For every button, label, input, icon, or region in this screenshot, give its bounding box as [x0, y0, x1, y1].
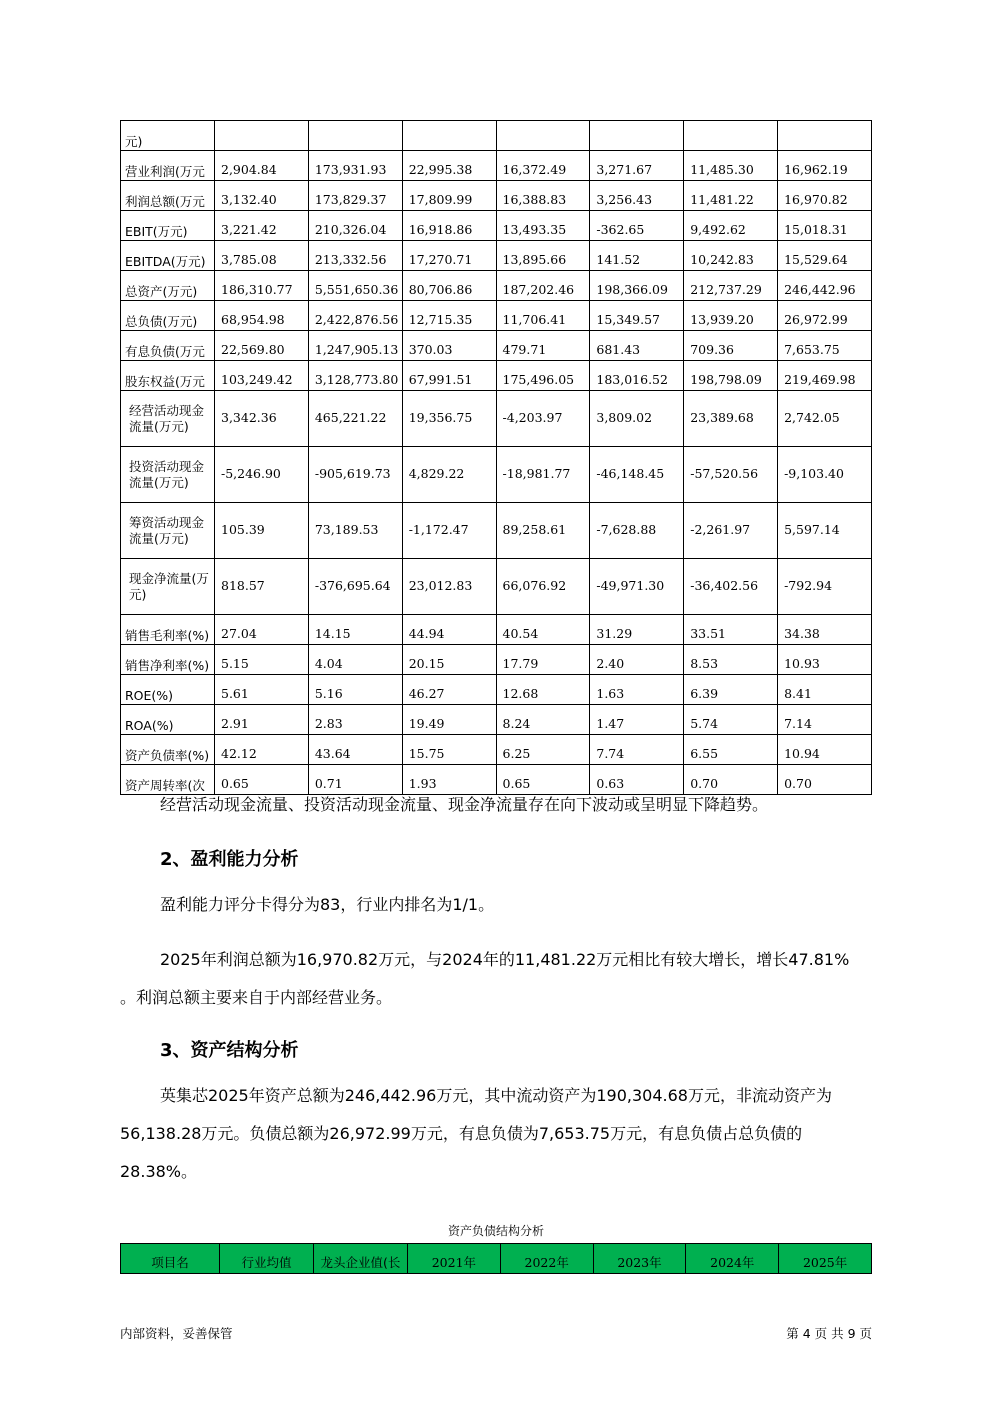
value-cell: 46.27 — [402, 675, 496, 705]
value-cell: 198,798.09 — [684, 361, 778, 391]
value-cell: 4,829.22 — [402, 447, 496, 503]
value-cell: 8.53 — [684, 645, 778, 675]
value-cell: -57,520.56 — [684, 447, 778, 503]
value-cell: 20.15 — [402, 645, 496, 675]
value-cell: 16,962.19 — [778, 151, 872, 181]
value-cell: 3,785.08 — [215, 241, 309, 271]
row-label: EBIT(万元) — [121, 211, 215, 241]
value-cell: 43.64 — [308, 735, 402, 765]
value-cell: 16,388.83 — [496, 181, 590, 211]
profit-detail-line-1: 2025年利润总额为16,970.82万元，与2024年的11,481.22万元相比有较大增长，增长47.81% — [160, 950, 850, 969]
value-cell: 19,356.75 — [402, 391, 496, 447]
value-cell: 11,706.41 — [496, 301, 590, 331]
value-cell: 219,469.98 — [778, 361, 872, 391]
value-cell: 15,018.31 — [778, 211, 872, 241]
footer-confidential: 内部资料，妥善保管 — [120, 1326, 233, 1341]
value-cell: -7,628.88 — [590, 503, 684, 559]
value-cell: -2,261.97 — [684, 503, 778, 559]
cashflow-note: 经营活动现金流量、投资活动现金流量、现金净流量存在向下波动或呈明显下降趋势。 — [160, 795, 769, 814]
value-cell: 15,349.57 — [590, 301, 684, 331]
row-label: ROE(%) — [121, 675, 215, 705]
table-row — [121, 705, 872, 735]
asset-text-line-2: 56,138.28万元。负债总额为26,972.99万元，有息负债为7,653.75万元，有息负债占总负债的 — [120, 1124, 803, 1143]
value-cell: 89,258.61 — [496, 503, 590, 559]
value-cell: -905,619.73 — [308, 447, 402, 503]
value-cell: 0.63 — [590, 765, 684, 795]
value-cell — [684, 121, 778, 151]
value-cell: 0.70 — [778, 765, 872, 795]
table-row — [121, 241, 872, 271]
value-cell: 12.68 — [496, 675, 590, 705]
header-cell: 2024年 — [686, 1244, 779, 1274]
row-label: 销售净利率(%) — [121, 645, 215, 675]
value-cell: -1,172.47 — [402, 503, 496, 559]
value-cell: 2,422,876.56 — [308, 301, 402, 331]
value-cell: 173,931.93 — [308, 151, 402, 181]
value-cell: 479.71 — [496, 331, 590, 361]
table-row — [121, 615, 872, 645]
table-row — [121, 735, 872, 765]
value-cell: 5.15 — [215, 645, 309, 675]
value-cell: 27.04 — [215, 615, 309, 645]
financial-indicators-table — [120, 120, 872, 795]
header-cell: 2022年 — [500, 1244, 593, 1274]
value-cell: 22,569.80 — [215, 331, 309, 361]
row-label: 资产负债率(%) — [121, 735, 215, 765]
value-cell: 73,189.53 — [308, 503, 402, 559]
value-cell: 10.93 — [778, 645, 872, 675]
value-cell: 186,310.77 — [215, 271, 309, 301]
value-cell: 3,221.42 — [215, 211, 309, 241]
value-cell: 9,492.62 — [684, 211, 778, 241]
value-cell — [215, 121, 309, 151]
asset-liability-structure-table — [120, 1243, 872, 1274]
row-label: 利润总额(万元 — [121, 181, 215, 211]
value-cell: 1.63 — [590, 675, 684, 705]
value-cell: 6.25 — [496, 735, 590, 765]
value-cell: 66,076.92 — [496, 559, 590, 615]
value-cell: 173,829.37 — [308, 181, 402, 211]
value-cell: 246,442.96 — [778, 271, 872, 301]
table-row — [121, 301, 872, 331]
value-cell: 6.55 — [684, 735, 778, 765]
value-cell: 4.04 — [308, 645, 402, 675]
header-cell: 项目名 — [121, 1244, 220, 1274]
value-cell: 3,271.67 — [590, 151, 684, 181]
asset-text-line-1: 英集芯2025年资产总额为246,442.96万元，其中流动资产为190,304.68万元，非流动资产为 — [160, 1086, 832, 1105]
profit-score-text: 盈利能力评分卡得分为83，行业内排名为1/1。 — [160, 895, 495, 914]
header-cell: 行业均值 — [220, 1244, 314, 1274]
table-row — [121, 559, 872, 615]
value-cell: 5.74 — [684, 705, 778, 735]
row-label: 现金净流量(万元) — [121, 559, 215, 615]
value-cell: 11,481.22 — [684, 181, 778, 211]
row-label: 销售毛利率(%) — [121, 615, 215, 645]
row-label: EBITDA(万元) — [121, 241, 215, 271]
value-cell — [496, 121, 590, 151]
value-cell: 175,496.05 — [496, 361, 590, 391]
header-cell: 龙头企业值(长 — [314, 1244, 408, 1274]
header-cell: 2021年 — [408, 1244, 501, 1274]
value-cell: 80,706.86 — [402, 271, 496, 301]
value-cell: 3,128,773.80 — [308, 361, 402, 391]
value-cell: 2.40 — [590, 645, 684, 675]
value-cell: 141.52 — [590, 241, 684, 271]
value-cell: 19.49 — [402, 705, 496, 735]
value-cell — [778, 121, 872, 151]
value-cell: -9,103.40 — [778, 447, 872, 503]
value-cell: 42.12 — [215, 735, 309, 765]
value-cell: 13,493.35 — [496, 211, 590, 241]
value-cell: 13,895.66 — [496, 241, 590, 271]
section-heading-profitability: 2、盈利能力分析 — [160, 849, 299, 870]
value-cell: 17,270.71 — [402, 241, 496, 271]
value-cell: 23,389.68 — [684, 391, 778, 447]
value-cell: 22,995.38 — [402, 151, 496, 181]
value-cell: 26,972.99 — [778, 301, 872, 331]
value-cell: -5,246.90 — [215, 447, 309, 503]
value-cell: 10.94 — [778, 735, 872, 765]
value-cell: 16,372.49 — [496, 151, 590, 181]
table-row — [121, 361, 872, 391]
profit-detail-line-2: 。利润总额主要来自于内部经营业务。 — [120, 988, 393, 1007]
value-cell: -376,695.64 — [308, 559, 402, 615]
value-cell: 14.15 — [308, 615, 402, 645]
header-cell: 2023年 — [593, 1244, 686, 1274]
header-cell: 2025年 — [779, 1244, 872, 1274]
value-cell: 16,970.82 — [778, 181, 872, 211]
value-cell: 11,485.30 — [684, 151, 778, 181]
value-cell: -36,402.56 — [684, 559, 778, 615]
row-label: 经营活动现金流量(万元) — [121, 391, 215, 447]
value-cell: 7.74 — [590, 735, 684, 765]
value-cell: 15.75 — [402, 735, 496, 765]
value-cell: 8.41 — [778, 675, 872, 705]
value-cell: 8.24 — [496, 705, 590, 735]
value-cell: 210,326.04 — [308, 211, 402, 241]
value-cell: 2.83 — [308, 705, 402, 735]
value-cell: 3,132.40 — [215, 181, 309, 211]
value-cell: 3,809.02 — [590, 391, 684, 447]
section-heading-asset-structure: 3、资产结构分析 — [160, 1040, 299, 1061]
value-cell: 2,742.05 — [778, 391, 872, 447]
value-cell: 3,342.36 — [215, 391, 309, 447]
financial-table-body — [121, 121, 872, 795]
value-cell: 187,202.46 — [496, 271, 590, 301]
value-cell: -792.94 — [778, 559, 872, 615]
value-cell — [402, 121, 496, 151]
row-label: 总资产(万元) — [121, 271, 215, 301]
table-caption: 资产负债结构分析 — [447, 1224, 544, 1238]
value-cell: -18,981.77 — [496, 447, 590, 503]
table-row — [121, 391, 872, 447]
value-cell: -49,971.30 — [590, 559, 684, 615]
row-label: 营业利润(万元 — [121, 151, 215, 181]
value-cell: 6.39 — [684, 675, 778, 705]
value-cell: 465,221.22 — [308, 391, 402, 447]
value-cell: 40.54 — [496, 615, 590, 645]
value-cell: 31.29 — [590, 615, 684, 645]
table-row — [121, 675, 872, 705]
value-cell: 370.03 — [402, 331, 496, 361]
table-row — [121, 271, 872, 301]
value-cell: -46,148.45 — [590, 447, 684, 503]
value-cell: 1,247,905.13 — [308, 331, 402, 361]
value-cell: 3,256.43 — [590, 181, 684, 211]
value-cell: 1.47 — [590, 705, 684, 735]
table-row — [121, 645, 872, 675]
table-row — [121, 181, 872, 211]
value-cell: 16,918.86 — [402, 211, 496, 241]
value-cell: 709.36 — [684, 331, 778, 361]
row-label: 有息负债(万元 — [121, 331, 215, 361]
table-row — [121, 331, 872, 361]
value-cell: 67,991.51 — [402, 361, 496, 391]
value-cell: 2.91 — [215, 705, 309, 735]
value-cell: 212,737.29 — [684, 271, 778, 301]
row-label: 股东权益(万元 — [121, 361, 215, 391]
table-row — [121, 151, 872, 181]
value-cell: 44.94 — [402, 615, 496, 645]
value-cell: 198,366.09 — [590, 271, 684, 301]
table-row — [121, 121, 872, 151]
value-cell: 2,904.84 — [215, 151, 309, 181]
value-cell: 34.38 — [778, 615, 872, 645]
value-cell: 0.65 — [215, 765, 309, 795]
value-cell: 103,249.42 — [215, 361, 309, 391]
table-row — [121, 211, 872, 241]
value-cell: 7.14 — [778, 705, 872, 735]
row-label: 资产周转率(次 — [121, 765, 215, 795]
value-cell: 213,332.56 — [308, 241, 402, 271]
asset-text-line-3: 28.38%。 — [120, 1162, 198, 1181]
row-label: 投资活动现金流量(万元) — [121, 447, 215, 503]
table-row — [121, 447, 872, 503]
value-cell: 5.61 — [215, 675, 309, 705]
row-label: 筹资活动现金流量(万元) — [121, 503, 215, 559]
value-cell: 10,242.83 — [684, 241, 778, 271]
value-cell: 13,939.20 — [684, 301, 778, 331]
value-cell: 1.93 — [402, 765, 496, 795]
value-cell: 5,551,650.36 — [308, 271, 402, 301]
row-label: 总负债(万元) — [121, 301, 215, 331]
value-cell: -362.65 — [590, 211, 684, 241]
value-cell: 681.43 — [590, 331, 684, 361]
value-cell: -4,203.97 — [496, 391, 590, 447]
value-cell: 0.70 — [684, 765, 778, 795]
table-row — [121, 503, 872, 559]
value-cell: 12,715.35 — [402, 301, 496, 331]
table-header-row — [121, 1244, 872, 1274]
value-cell: 17.79 — [496, 645, 590, 675]
value-cell: 5.16 — [308, 675, 402, 705]
value-cell: 15,529.64 — [778, 241, 872, 271]
value-cell: 7,653.75 — [778, 331, 872, 361]
value-cell: 0.71 — [308, 765, 402, 795]
footer-page-number: 第 4 页 共 9 页 — [786, 1326, 872, 1341]
value-cell: 818.57 — [215, 559, 309, 615]
row-label: 元) — [121, 121, 215, 151]
value-cell: 183,016.52 — [590, 361, 684, 391]
value-cell: 0.65 — [496, 765, 590, 795]
value-cell: 5,597.14 — [778, 503, 872, 559]
value-cell: 17,809.99 — [402, 181, 496, 211]
value-cell — [308, 121, 402, 151]
value-cell — [590, 121, 684, 151]
value-cell: 33.51 — [684, 615, 778, 645]
value-cell: 68,954.98 — [215, 301, 309, 331]
value-cell: 23,012.83 — [402, 559, 496, 615]
value-cell: 105.39 — [215, 503, 309, 559]
row-label: ROA(%) — [121, 705, 215, 735]
